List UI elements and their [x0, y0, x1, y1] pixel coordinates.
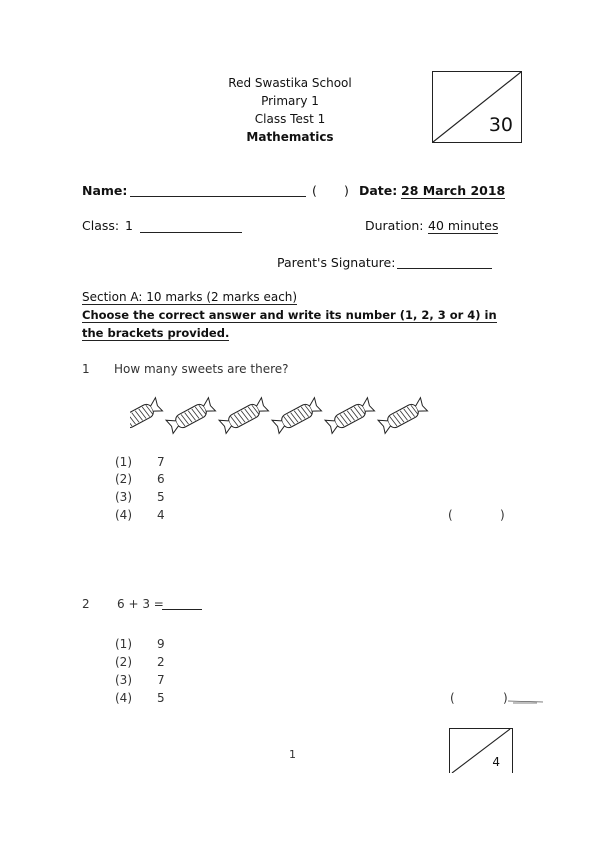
test-name: Class Test 1 — [254, 112, 326, 126]
q1-option-2-num: (2) — [115, 472, 132, 486]
q1-answer-bracket-open: ( — [448, 508, 453, 522]
q2-option-4-value: 5 — [157, 691, 165, 705]
test-header — [190, 74, 390, 146]
class-value: 1 — [125, 218, 133, 233]
index-paren-open: ( — [312, 183, 317, 198]
q2-option-1-num: (1) — [115, 637, 132, 651]
duration-label: Duration: — [365, 218, 424, 233]
signature-label: Parent's Signature: — [277, 255, 396, 270]
level: Primary 1 — [261, 94, 319, 108]
q2-option-3[interactable] — [115, 673, 165, 687]
q2-answer-bracket-close: ) — [503, 691, 508, 705]
q2-option-2-num: (2) — [115, 655, 132, 669]
date-value: 28 March 2018 — [401, 183, 506, 198]
sweet-icon — [378, 398, 427, 434]
q1-option-4[interactable] — [115, 508, 165, 522]
sweet-icon — [166, 398, 215, 434]
q1-option-4-value: 4 — [157, 508, 165, 522]
q2-answer-bracket-open: ( — [450, 691, 455, 705]
sweets-illustration — [130, 392, 465, 440]
name-label: Name: — [82, 183, 128, 198]
page-score-box — [449, 728, 513, 773]
question-1-text: How many sweets are there? — [114, 362, 289, 376]
school-name: Red Swastika School — [228, 76, 352, 90]
q1-answer-field[interactable] — [458, 506, 498, 524]
q1-option-2-value: 6 — [157, 472, 165, 486]
page-score: 4 — [492, 755, 500, 769]
q1-option-1[interactable] — [115, 455, 165, 469]
duration-value: 40 minutes — [428, 218, 499, 233]
q2-option-1-value: 9 — [157, 637, 165, 651]
class-field[interactable] — [140, 232, 242, 233]
section-a-title: Section A: 10 marks (2 marks each) — [82, 290, 298, 304]
q2-option-2-value: 2 — [157, 655, 165, 669]
q1-option-1-value: 7 — [157, 455, 165, 469]
q1-answer-bracket-close: ) — [500, 508, 505, 522]
question-1-number: 1 — [82, 362, 90, 376]
page-score-diagonal — [450, 729, 512, 773]
index-paren-close: ) — [344, 183, 349, 198]
class-label: Class: — [82, 218, 120, 233]
signature-field[interactable] — [397, 268, 492, 269]
sweet-icon — [325, 398, 374, 434]
q2-option-2[interactable] — [115, 655, 165, 669]
sweet-icon — [272, 398, 321, 434]
q2-blank[interactable] — [162, 609, 202, 610]
question-2-text: 6 + 3 = — [117, 597, 164, 611]
q1-option-3-num: (3) — [115, 490, 132, 504]
pen-stroke-mark — [507, 696, 545, 706]
q2-option-3-value: 7 — [157, 673, 165, 687]
q1-option-3-value: 5 — [157, 490, 165, 504]
question-2-number: 2 — [82, 597, 90, 611]
q1-option-1-num: (1) — [115, 455, 132, 469]
section-a-instruction-2: the brackets provided. — [82, 326, 230, 340]
q1-option-3[interactable] — [115, 490, 165, 504]
page-number: 1 — [289, 748, 296, 761]
section-a-instruction-1: Choose the correct answer and write its number (1, 2, 3 or 4) in — [82, 308, 497, 322]
q2-option-1[interactable] — [115, 637, 165, 651]
q1-option-4-num: (4) — [115, 508, 132, 522]
q2-option-3-num: (3) — [115, 673, 132, 687]
total-score: 30 — [488, 114, 513, 136]
name-field[interactable] — [130, 196, 306, 197]
sweet-icon — [219, 398, 268, 434]
sweet-icon — [130, 398, 162, 434]
q1-option-2[interactable] — [115, 472, 165, 486]
score-box — [432, 71, 522, 143]
date-label: Date: — [359, 183, 398, 198]
q2-answer-field[interactable] — [460, 689, 500, 707]
q2-option-4[interactable] — [115, 691, 165, 705]
subject: Mathematics — [246, 130, 334, 144]
q2-option-4-num: (4) — [115, 691, 132, 705]
